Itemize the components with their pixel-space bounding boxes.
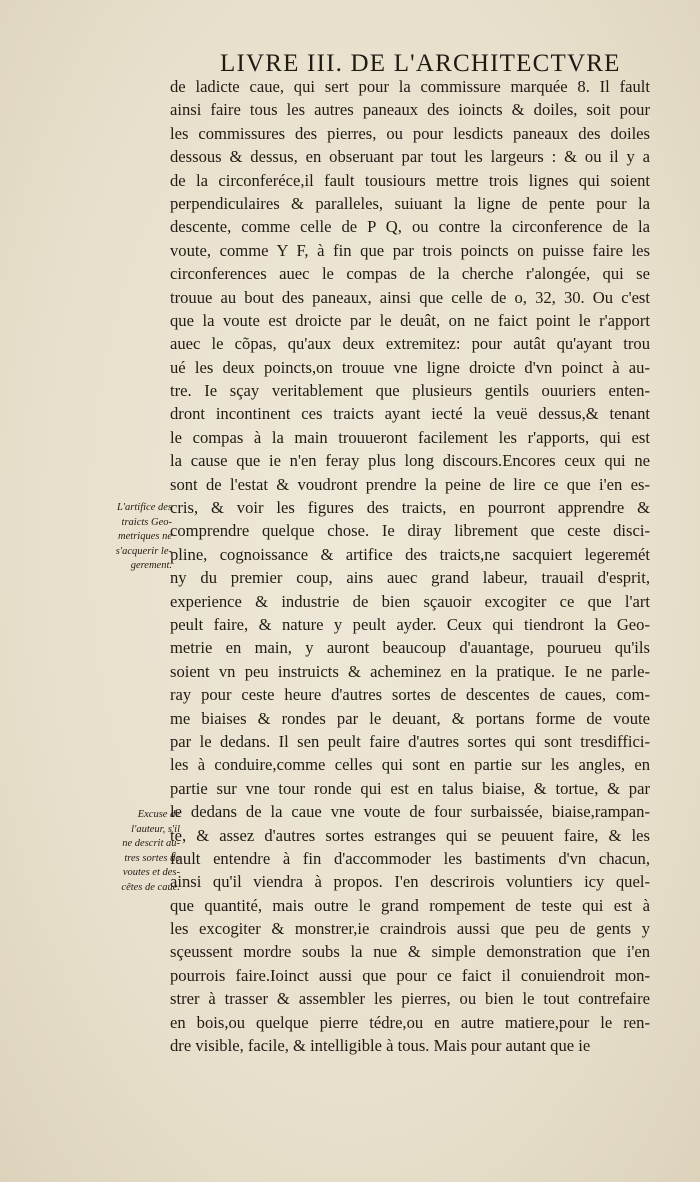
body-line: dront incontinent ces traicts ayant iecté la veuë dessus,& tenant: [170, 404, 650, 424]
body-line: voute, comme Y F, à fin que par trois poincts on puisse faire les: [170, 240, 650, 260]
body-line: metrie en main, y auront beaucoup d'auantage, pourueu qu'ils: [170, 638, 650, 658]
body-line: de la circonferéce,il fault tousiours mettre trois lignes qui soient: [170, 170, 650, 190]
margin-note-line: cêtes de caue.: [121, 881, 180, 893]
body-line: que quantité, mais outre le grand rompement de teste qui est à: [170, 895, 650, 915]
margin-note-line: metriques ne: [118, 531, 172, 542]
margin-note-line: voutes et des-: [122, 867, 180, 878]
body-line: la cause que ie n'en feray plus long discours.Encores ceux qui ne: [170, 451, 650, 471]
body-line: fault entendre à fin d'accommoder les bastiments d'vn chacun,: [170, 848, 650, 868]
margin-note-excuse: [104, 808, 180, 895]
margin-note-line: gerement.: [130, 560, 172, 571]
body-line: partie sur vne tour ronde qui est en talus biaise, & tortue, & par: [170, 778, 650, 798]
body-line: de ladicte caue, qui sert pour la commissure marquée 8. Il fault: [170, 77, 650, 96]
body-line: trouue au bout des paneaux, ainsi que celle de o, 32, 30. Ou c'est: [170, 287, 650, 307]
margin-note-line: l'auteur, s'il: [131, 823, 180, 835]
body-line: descente, comme celle de P Q, ou contre la circonference de la: [170, 217, 650, 237]
body-line: experience & industrie de bien sçauoir excogiter ce que l'art: [170, 591, 650, 611]
body-line: perpendiculaires & paralleles, suiuant la ligne de pente pour la: [170, 193, 650, 213]
margin-note-line: Excuse de: [137, 809, 180, 820]
body-line: ainsi qu'il viendra à propos. I'en descrirois voluntiers icy quel-: [170, 872, 650, 892]
body-line: dre visible, facile, & intelligible à tous. Mais pour autant que ie: [170, 1036, 591, 1056]
body-line: les à conduire,comme celles qui sont en partie sur les angles, en: [170, 755, 650, 775]
body-line: que la voute est droicte par le deuât, on ne faict point le r'apport: [170, 310, 650, 330]
body-line: pourrois faire.Ioinct aussi que pour ce faict il conuiendroit mon-: [170, 965, 650, 985]
running-head: LIVRE III. DE L'ARCHITECTVRE: [220, 50, 621, 77]
body-line: strer à trasser & assembler les pierres, ou bien le tout contrefaire: [170, 989, 650, 1009]
body-text: [170, 75, 650, 1057]
body-line: les commissures des pierres, ou pour lesdicts paneaux des doiles: [170, 123, 650, 143]
margin-note-line: L'artifice des: [116, 502, 172, 513]
body-line: soient vn peu instruicts & acheminez en la pratique. Ie ne parle-: [170, 661, 650, 681]
body-line: les excogiter & monstrer,ie craindrois aussi que peu de gents y: [170, 919, 650, 939]
body-line: par le dedans. Il sen peult faire d'autres sortes qui sont tresdiffici-: [170, 731, 650, 751]
body-line: dessous & dessus, en obseruant par tout les largeurs : & ou il y a: [170, 147, 650, 167]
body-line: ué les deux poincts,on trouue vne ligne droicte d'vn poinct à au-: [170, 357, 650, 377]
body-line: comprendre quelque chose. Ie diray librement que ceste disci-: [170, 521, 650, 541]
margin-note-line: s'acquerir le-: [115, 545, 172, 557]
body-line: tre. Ie sçay veritablement que plusieurs gentils ouuriers enten-: [170, 381, 650, 401]
body-line: le compas à la main trouueront facilement les r'apports, qui est: [170, 427, 650, 447]
body-line: me biaises & rondes par le deuant, & portans forme de voute: [170, 708, 650, 728]
body-line: ray pour ceste heure d'autres sortes de descentes de caues, com-: [170, 685, 650, 705]
body-line: sçeussent mordre soubs la nue & simple demonstration que i'en: [170, 942, 650, 962]
margin-note-line: tres sortes de: [124, 852, 180, 864]
body-line: auec le cõpas, qu'aux deux extremitez: pour autât qu'ayant trou: [170, 334, 650, 354]
body-line: le dedans de la caue vne voute de four surbaissée, biaise,rampan-: [170, 802, 650, 822]
body-line: circonferences auec le compas de la cherche r'alongée, qui se: [170, 264, 650, 284]
body-line: ainsi faire tous les autres paneaux des ioincts & doiles, soit pour: [170, 100, 650, 120]
body-line: cris, & voir les figures des traicts, en pourront apprendre &: [170, 498, 650, 518]
body-line: en bois,ou quelque pierre tédre,ou en autre matiere,pour le ren-: [170, 1012, 650, 1032]
body-line: peult faire, & nature y peult ayder. Ceux qui tiendront la Geo-: [170, 614, 650, 634]
margin-note-line: traicts Geo-: [121, 516, 172, 528]
body-line: pline, cognoissance & artifice des traicts,ne sacquiert legeremét: [170, 544, 650, 564]
margin-note-line: ne descrit au-: [122, 838, 180, 849]
margin-note-artifice: [104, 501, 172, 574]
body-line: sont de l'estat & voudront prendre la peine de lire ce que i'en es-: [170, 474, 650, 494]
body-line: te, & assez d'autres sortes estranges qui se peuuent faire, & les: [170, 825, 650, 845]
body-line: ny du premier coup, ains auec grand labeur, trauail d'esprit,: [170, 568, 650, 588]
